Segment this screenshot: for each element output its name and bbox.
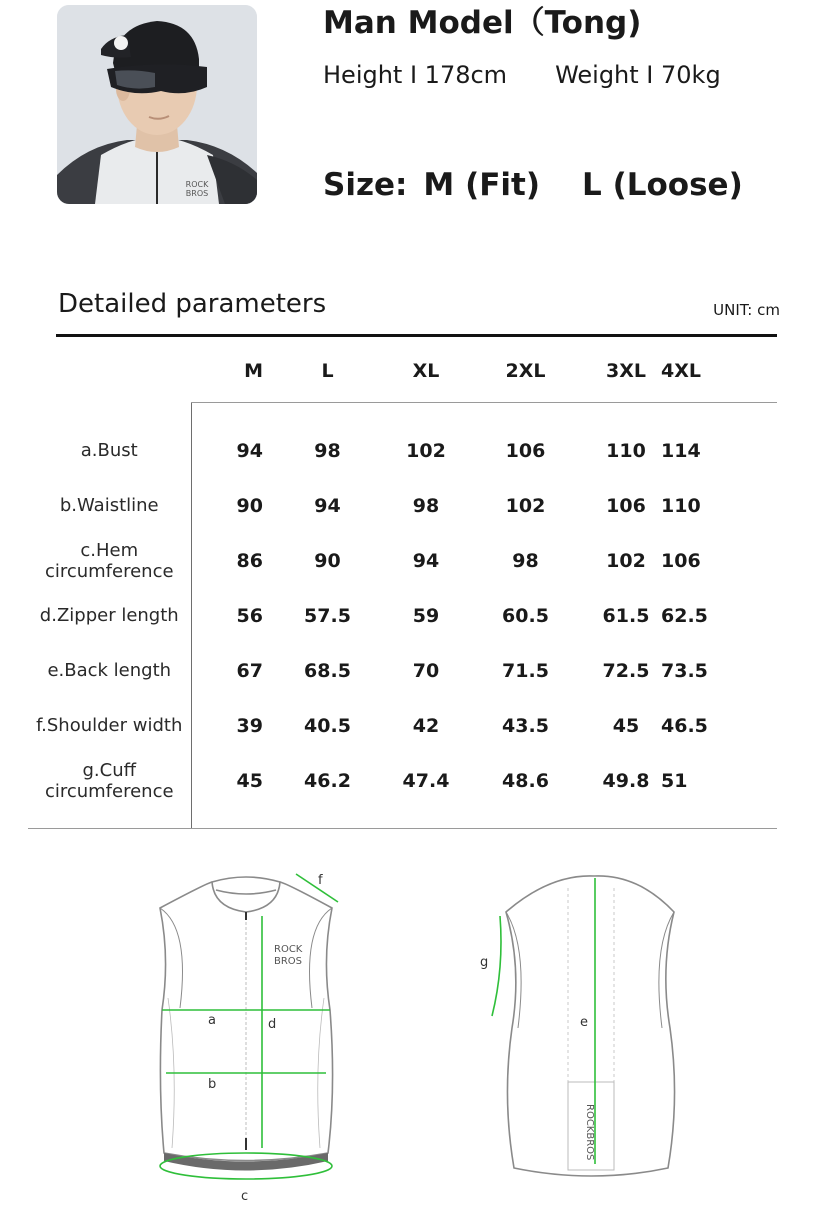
param-value: 61.5: [602, 604, 650, 627]
param-value: 90: [314, 549, 341, 572]
param-value: 42: [412, 714, 440, 737]
param-value: 86: [236, 549, 263, 572]
param-value: 98: [512, 549, 539, 572]
photo-brand-line-2: BROS: [185, 189, 209, 198]
param-value: 106: [606, 494, 646, 517]
param-value: 68.5: [304, 659, 351, 682]
model-title: Man Model（Tong): [323, 5, 642, 41]
param-value: 67: [236, 659, 263, 682]
param-label: g.Cuff circumference: [28, 753, 191, 829]
param-label: a.Bust: [28, 403, 191, 479]
front-vest-diagram: [150, 868, 350, 1208]
param-row: [28, 588, 777, 643]
model-weight: Weight I 70kg: [555, 61, 721, 89]
param-value: 46.2: [263, 753, 392, 829]
table-spacer: [28, 822, 56, 824]
param-value: 59: [412, 604, 440, 627]
param-value: 114: [661, 439, 701, 462]
param-value: 71.5: [502, 659, 549, 682]
param-value: 43.5: [502, 714, 549, 737]
size-header: 3XL: [591, 340, 661, 403]
param-value: 94: [412, 549, 440, 572]
param-value: 51: [661, 753, 777, 829]
param-value: 47.4: [392, 753, 460, 829]
marker-b: b: [208, 1077, 217, 1092]
param-row: [28, 478, 777, 533]
param-value: 72.5: [602, 659, 650, 682]
param-row: [28, 533, 777, 588]
model-height: Height I 178cm: [323, 61, 508, 89]
param-label: b.Waistline: [28, 478, 191, 533]
size-header: L: [263, 340, 392, 403]
marker-c: c: [241, 1189, 249, 1204]
back-brand: ROCKBROS: [584, 1104, 595, 1161]
param-row: [28, 403, 777, 479]
param-value: 40.5: [304, 714, 351, 737]
param-value: 60.5: [502, 604, 549, 627]
param-label: d.Zipper length: [28, 588, 191, 643]
params-title: Detailed parameters: [58, 289, 327, 319]
marker-g: g: [480, 955, 489, 970]
param-value: 62.5: [661, 604, 708, 627]
size-recommendation: [323, 166, 743, 204]
param-value: 102: [606, 549, 646, 572]
back-vest-diagram: [470, 868, 690, 1188]
table-top-rule: [56, 334, 777, 337]
param-value: 94: [314, 494, 341, 517]
param-value: 45: [191, 753, 263, 829]
param-value: 48.6: [460, 753, 591, 829]
param-value: 102: [505, 494, 546, 517]
front-brand-line-1: ROCK: [274, 944, 303, 955]
param-value: 70: [412, 659, 440, 682]
param-label: f.Shoulder width: [28, 698, 191, 753]
param-value: 98: [412, 494, 440, 517]
param-row: [28, 698, 777, 753]
param-value: 57.5: [304, 604, 351, 627]
size-table: [28, 340, 777, 829]
param-label: c.Hem circumference: [28, 533, 191, 588]
param-value: 45: [612, 714, 640, 737]
param-value: 94: [236, 439, 263, 462]
param-value: 56: [236, 604, 263, 627]
size-header-row: [28, 340, 777, 403]
photo-brand-line-1: ROCK: [185, 180, 209, 189]
unit-label: UNIT: cm: [713, 301, 780, 319]
size-loose: L (Loose): [582, 167, 743, 203]
param-value: 110: [606, 439, 646, 462]
size-prefix: Size:: [323, 167, 408, 203]
param-value: 46.5: [661, 714, 708, 737]
param-value: 110: [661, 494, 701, 517]
param-label: e.Back length: [28, 643, 191, 698]
param-value: 106: [505, 439, 546, 462]
size-fit: M (Fit): [423, 167, 541, 203]
header-empty: [28, 340, 191, 403]
model-stats: [323, 60, 721, 90]
param-value: 98: [314, 439, 341, 462]
param-value: 90: [236, 494, 263, 517]
param-value: 102: [406, 439, 446, 462]
param-row: [28, 753, 777, 829]
marker-d: d: [268, 1017, 277, 1032]
size-header: XL: [392, 340, 460, 403]
marker-f: f: [318, 873, 323, 888]
param-row: [28, 643, 777, 698]
param-value: 73.5: [661, 659, 708, 682]
size-header: M: [191, 340, 263, 403]
model-photo: [57, 5, 257, 204]
size-header: 2XL: [460, 340, 591, 403]
front-brand-line-2: BROS: [274, 956, 303, 967]
param-value: 39: [236, 714, 263, 737]
size-header: 4XL: [661, 340, 777, 403]
param-value: 106: [661, 549, 701, 572]
marker-e: e: [580, 1015, 588, 1030]
param-value: 49.8: [591, 753, 661, 829]
marker-a: a: [208, 1013, 216, 1028]
